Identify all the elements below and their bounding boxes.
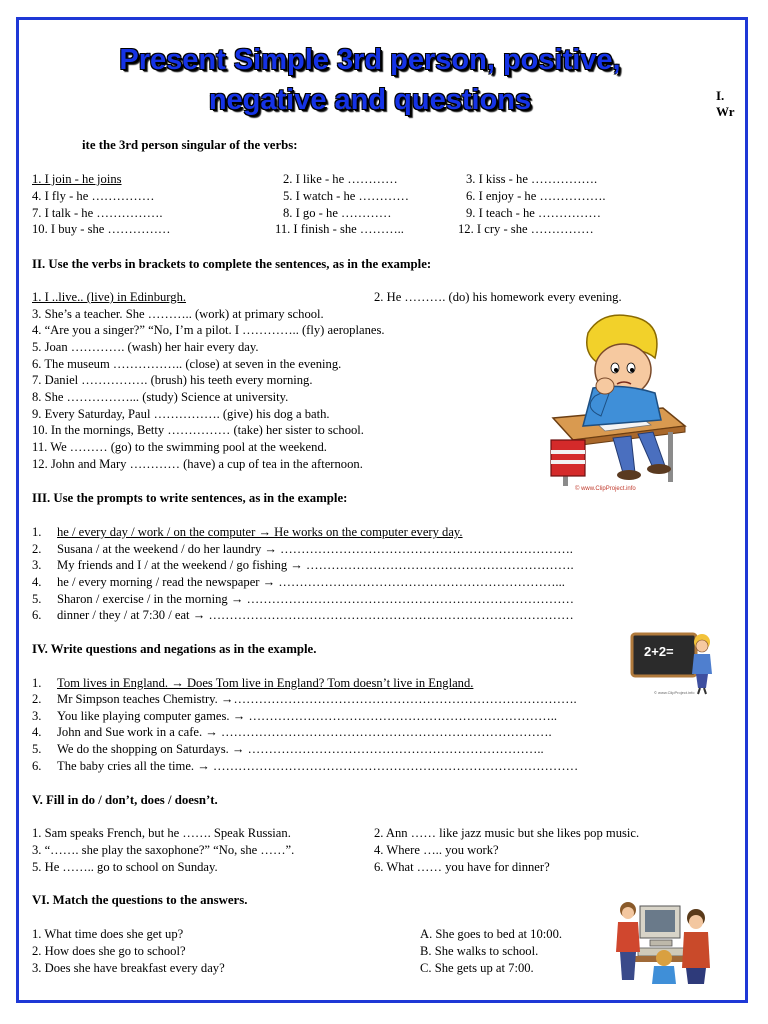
sentence-item: 4. “Are you a singer?” “No, I’m a pilot. I ………….. (fly) aeroplanes. [32, 323, 385, 337]
sentence-item: 6. The museum …………….. (close) at seven in the evening. [32, 357, 342, 371]
fill-item: 5. He …….. go to school on Sunday. [32, 860, 218, 874]
section6-heading: VI. Match the questions to the answers. [32, 893, 248, 907]
sentence-item: 3. She’s a teacher. She ……….. (work) at primary school. [32, 307, 324, 321]
verb-item: 10. I buy - she …………… [32, 222, 171, 236]
fill-item: 2. Ann …… like jazz music but she likes pop music. [374, 826, 640, 840]
sentence-item: 10. In the mornings, Betty …………… (take) her sister to school. [32, 423, 364, 437]
verb-item: 12. I cry - she …………… [458, 222, 594, 236]
question-item: 5. We do the shopping on Saturdays. → …………………………………………………………….. [32, 742, 544, 756]
match-question: 3. Does she have breakfast every day? [32, 961, 225, 975]
sentence-item: 12. John and Mary ………… (have) a cup of tea in the afternoon. [32, 457, 363, 471]
verb-item: 5. I watch - he ………… [283, 189, 409, 203]
section3-heading: III. Use the prompts to write sentences, as in the example: [32, 491, 348, 505]
section2-heading: II. Use the verbs in brackets to complete the sentences, as in the example: [32, 257, 432, 271]
sentence-item: 5. Joan …………. (wash) her hair every day. [32, 340, 259, 354]
student-at-desk-illustration [543, 308, 693, 498]
verb-item: 9. I teach - he …………… [466, 206, 601, 220]
chalkboard-text: 2+2= [644, 644, 674, 659]
question-item: 2. Mr Simpson teaches Chemistry. →………………………………………………………………………. [32, 692, 577, 706]
title-line-2: negative and questions [208, 84, 532, 116]
match-answer: C. She gets up at 7:00. [420, 961, 534, 975]
match-answer: B. She walks to school. [420, 944, 539, 958]
sentence-item: 7. Daniel ……………. (brush) his teeth every morning. [32, 373, 313, 387]
sentence-item: 2. He ………. (do) his homework every evening. [374, 290, 622, 304]
section1-heading: ite the 3rd person singular of the verbs: [82, 138, 298, 152]
clipart-caption: © www.ClipProject.info [654, 690, 695, 695]
question-item: 6. The baby cries all the time. → …………………………………………………………………………… [32, 759, 579, 773]
sentence-item: 8. She ……………... (study) Science at university. [32, 390, 289, 404]
verb-item: 6. I enjoy - he ……………. [466, 189, 606, 203]
children-at-computer-illustration [612, 888, 712, 984]
fill-item: 1. Sam speaks French, but he ……. Speak Russian. [32, 826, 291, 840]
prompt-item: 6. dinner / they / at 7:30 / eat → …………………………………………………………………………… [32, 608, 574, 622]
question-item: 4. John and Sue work in a cafe. → ……………………………………………………………………. [32, 725, 552, 739]
example-sentence: 1. I ..live.. (live) in Edinburgh. [32, 290, 187, 304]
chalkboard-illustration [630, 628, 720, 696]
verb-item: 8. I go - he ………… [283, 206, 392, 220]
verb-item: 1. I join - he joins [32, 172, 122, 186]
title-line-1: Present Simple 3rd person, positive, [119, 44, 621, 76]
prompt-item: 2. Susana / at the weekend / do her laundry → ……………………………………………………………. [32, 542, 573, 556]
fill-item: 3. “……. she play the saxophone?” “No, she ……”. [32, 843, 295, 857]
fill-item: 6. What …… you have for dinner? [374, 860, 550, 874]
prompt-item: 4. he / every morning / read the newspaper → …………………………………………………………... [32, 575, 565, 589]
sentence-item: 9. Every Saturday, Paul ……………. (give) his dog a bath. [32, 407, 330, 421]
verb-item: 3. I kiss - he ……………. [466, 172, 598, 186]
match-answer: A. She goes to bed at 10:00. [420, 927, 563, 941]
prompt-item: 1. he / every day / work / on the computer → He works on the computer every day. [32, 525, 463, 539]
match-question: 2. How does she go to school? [32, 944, 186, 958]
side-fragment-2: Wr [716, 104, 735, 119]
clipart-caption: © www.ClipProject.info [575, 486, 636, 492]
fill-item: 4. Where ….. you work? [374, 843, 499, 857]
section5-heading: V. Fill in do / don’t, does / doesn’t. [32, 793, 218, 807]
verb-item: 2. I like - he ………… [283, 172, 398, 186]
side-fragment-1: I. [716, 88, 725, 103]
question-item: 3. You like playing computer games. → ……………………………………………………………….. [32, 709, 557, 723]
prompt-item: 3. My friends and I / at the weekend / go fishing → ………………………………………………………. [32, 558, 574, 572]
prompt-item: 5. Sharon / exercise / in the morning → …………………………………………………………………… [32, 592, 575, 606]
verb-item: 4. I fly - he …………… [32, 189, 155, 203]
verb-item: 7. I talk - he ……………. [32, 206, 163, 220]
sentence-item: 11. We ……… (go) to the swimming pool at the weekend. [32, 440, 327, 454]
verb-item: 11. I finish - she ……….. [275, 222, 404, 236]
match-question: 1. What time does she get up? [32, 927, 184, 941]
section4-heading: IV. Write questions and negations as in the example. [32, 642, 317, 656]
question-item: 1. Tom lives in England. → Does Tom live in England? Tom doesn’t live in England. [32, 676, 474, 690]
